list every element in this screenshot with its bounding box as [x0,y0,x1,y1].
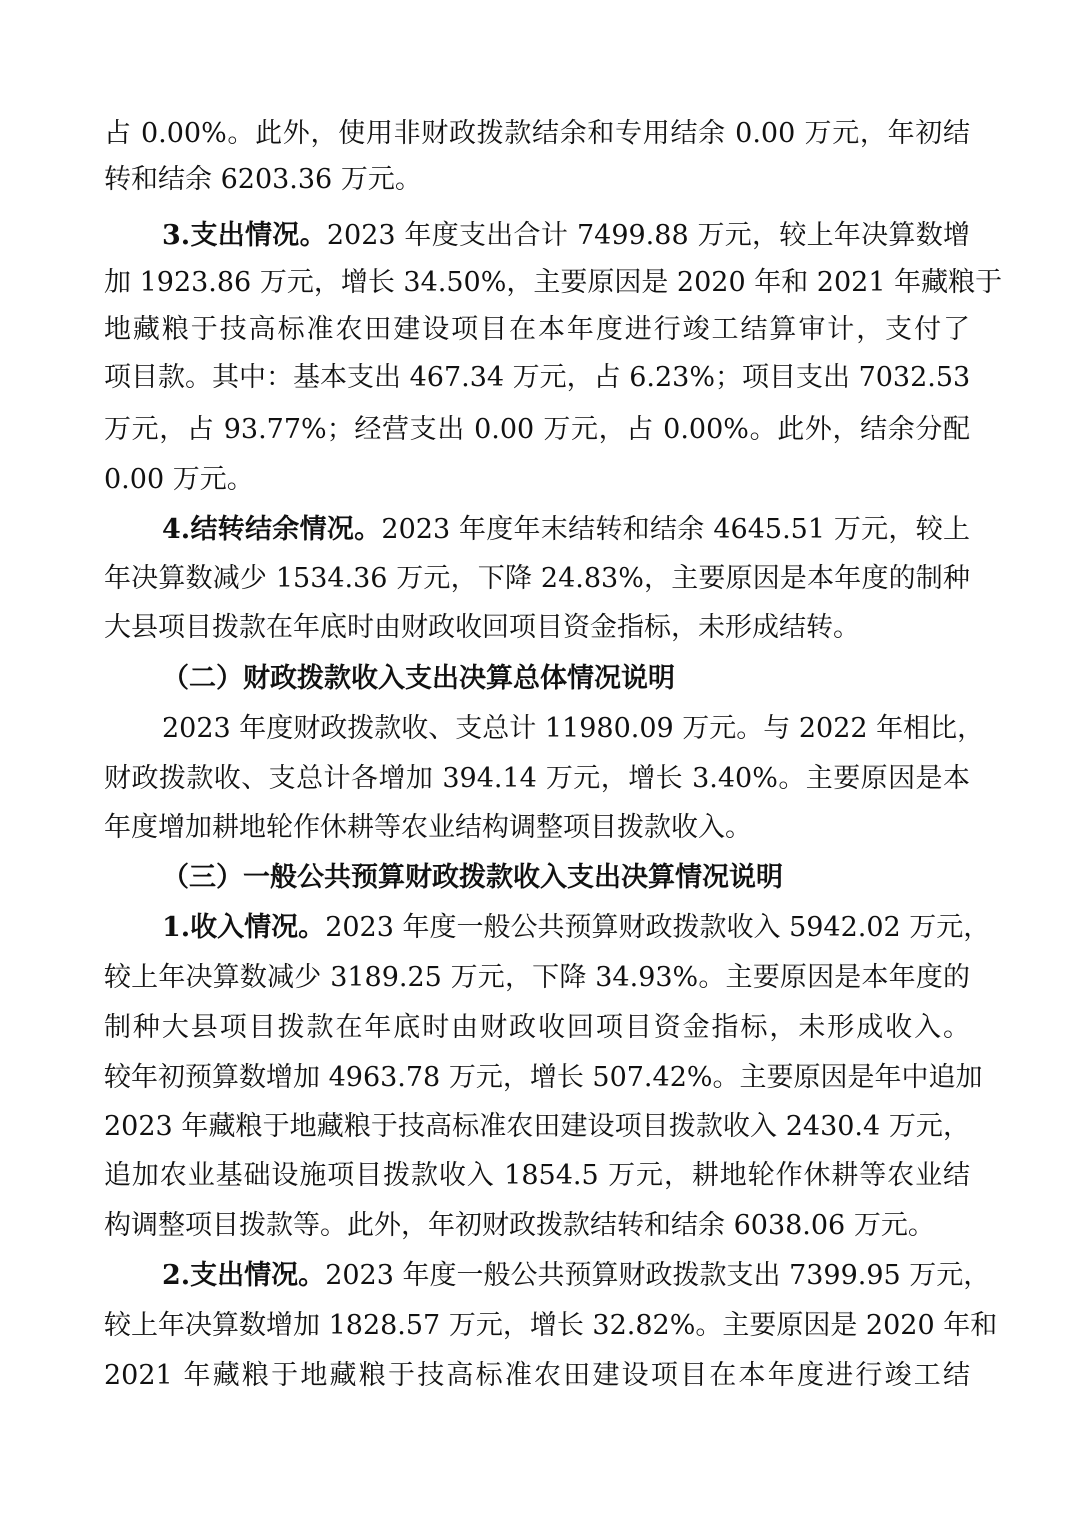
section-text: 2023 年度一般公共预算财政拨款收入 5942.02 万元， [325,912,991,943]
section-lead: 2.支出情况。 [162,1260,326,1291]
paragraph-line: 追加农业基础设施项目拨款收入 1854.5 万元，耕地轮作休耕等农业结 [104,1160,970,1191]
paragraph-line: 转和结余 6203.36 万元。 [104,164,422,195]
paragraph-line: 构调整项目拨款等。此外，年初财政拨款结转和结余 6038.06 万元。 [104,1210,935,1241]
paragraph-line: 2021 年藏粮于地藏粮于技高标准农田建设项目在本年度进行竣工结 [104,1360,970,1391]
section-text: 2023 年度一般公共预算财政拨款支出 7399.95 万元， [325,1260,991,1291]
paragraph-line: 0.00 万元。 [104,464,254,495]
paragraph-line: 地藏粮于技高标准农田建设项目在本年度进行竣工结算审计，支付了 [104,314,970,345]
section-lead: 3.支出情况。 [162,220,327,251]
paragraph-line: 大县项目拨款在年底时由财政收回项目资金指标，未形成结转。 [104,612,860,643]
section-heading: （二）财政拨款收入支出决算总体情况说明 [162,663,675,694]
paragraph-line: 较上年决算数减少 3189.25 万元，下降 34.93%。主要原因是本年度的 [104,962,970,993]
paragraph-line: 财政拨款收、支总计各增加 394.14 万元，增长 3.40%。主要原因是本 [104,763,970,794]
paragraph-line [162,213,970,259]
section-heading: （三）一般公共预算财政拨款收入支出决算情况说明 [162,862,783,893]
paragraph-line: 占 0.00%。此外，使用非财政拨款结余和专用结余 0.00 万元，年初结 [104,118,970,149]
section-text: 2023 年度支出合计 7499.88 万元，较上年决算数增 [326,220,970,251]
paragraph-line: 2023 年度财政拨款收、支总计 11980.09 万元。与 2022 年相比， [162,713,985,744]
paragraph-line [162,507,970,553]
paragraph-line: 万元，占 93.77%；经营支出 0.00 万元，占 0.00%。此外，结余分配 [104,414,970,445]
section-lead: 1.收入情况。 [162,912,326,943]
paragraph-line: 加 1923.86 万元，增长 34.50%，主要原因是 2020 年和 2021 年藏粮于 [104,267,1003,298]
paragraph-line: 较上年决算数增加 1828.57 万元，增长 32.82%。主要原因是 2020 年和 [104,1310,998,1341]
paragraph-line: 项目款。其中：基本支出 467.34 万元，占 6.23%；项目支出 7032.53 [104,362,971,393]
paragraph-line [162,1253,991,1299]
section-text: 2023 年度年末结转和结余 4645.51 万元，较上 [381,514,970,545]
section-lead: 4.结转结余情况。 [162,514,382,545]
paragraph-line [162,905,991,951]
paragraph-line: 2023 年藏粮于地藏粮于技高标准农田建设项目拨款收入 2430.4 万元， [104,1111,970,1142]
paragraph-line: 年度增加耕地轮作休耕等农业结构调整项目拨款收入。 [104,812,752,843]
paragraph-line: 较年初预算数增加 4963.78 万元，增长 507.42%。主要原因是年中追加 [104,1062,983,1093]
paragraph-line: 年决算数减少 1534.36 万元，下降 24.83%，主要原因是本年度的制种 [104,563,970,594]
paragraph-line: 制种大县项目拨款在年底时由财政收回项目资金指标，未形成收入。 [104,1012,970,1043]
